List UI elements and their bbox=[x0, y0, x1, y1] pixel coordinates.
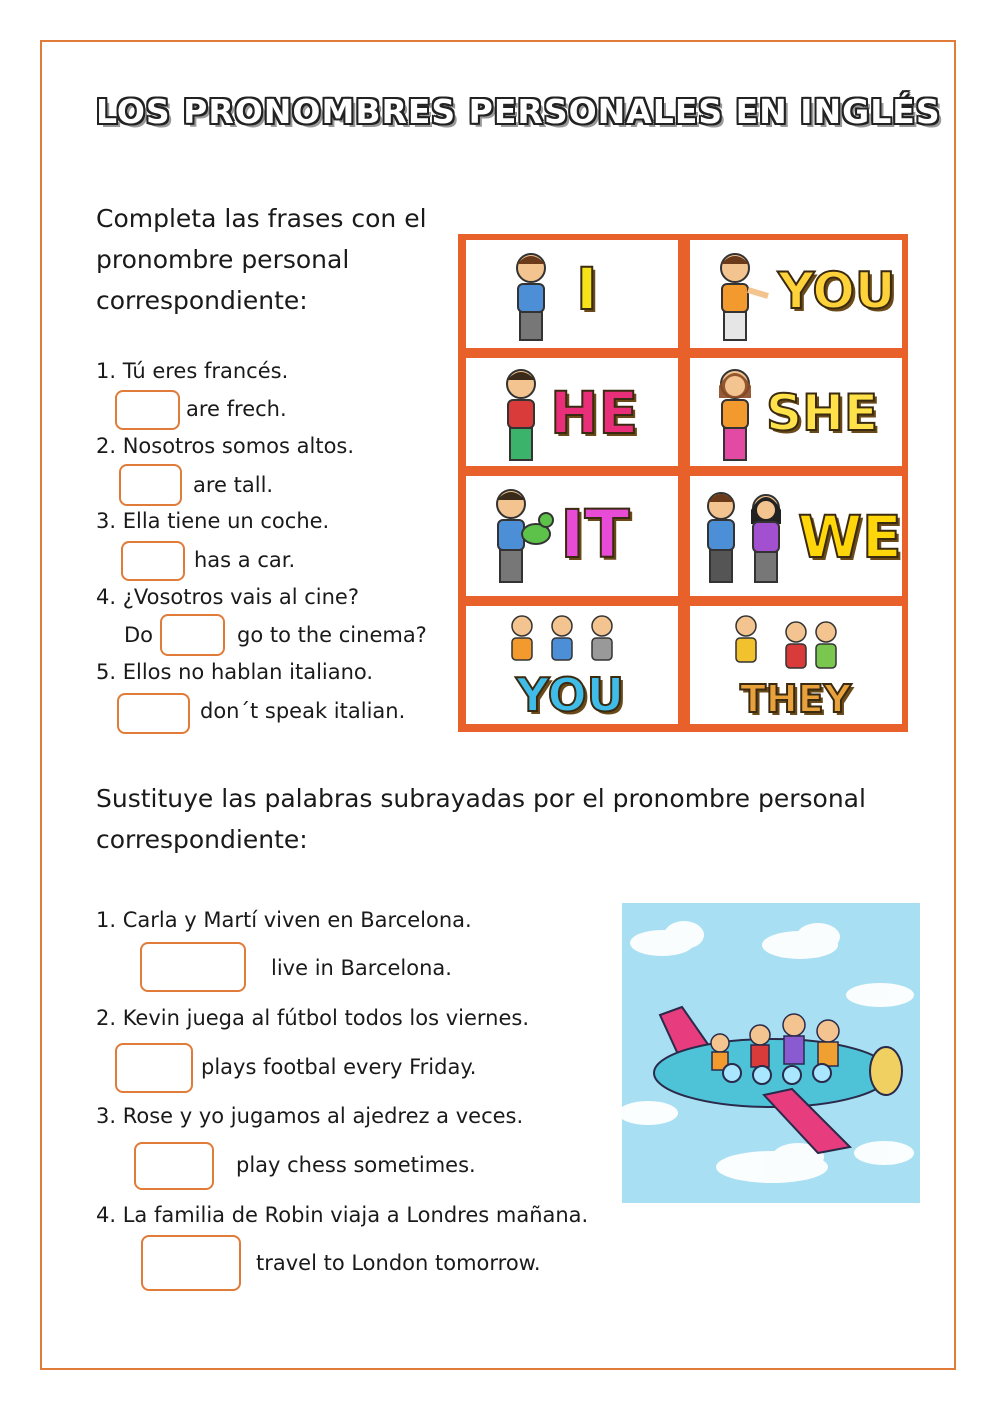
s2-item1-answer-box[interactable] bbox=[140, 942, 246, 992]
s1-item4-answer-box[interactable] bbox=[160, 614, 225, 656]
s1-item3-answer-box[interactable] bbox=[121, 541, 185, 581]
boy-with-dinosaur-icon bbox=[486, 486, 556, 588]
group-of-people-icon bbox=[730, 612, 860, 678]
s2-item2-spanish: 2. Kevin juega al fútbol todos los viernes. bbox=[96, 1006, 530, 1030]
s1-item5-spanish: 5. Ellos no hablan italiano. bbox=[96, 660, 374, 684]
boy-and-girl-icon bbox=[696, 488, 796, 588]
s1-item1-answer-box[interactable] bbox=[115, 390, 180, 430]
s1-item1-english: are frech. bbox=[186, 397, 287, 421]
section2-instruction: Sustituye las palabras subrayadas por el pronombre personal correspondiente: bbox=[96, 784, 866, 854]
s2-item1-english: live in Barcelona. bbox=[271, 956, 452, 980]
s2-item2-english: plays footbal every Friday. bbox=[201, 1055, 477, 1079]
boy-arms-crossed-icon bbox=[496, 366, 546, 462]
page-title: LOS PRONOMBRES PERSONALES EN INGLÉS bbox=[96, 92, 941, 131]
s1-item4-prefix: Do bbox=[124, 623, 154, 647]
s2-item3-spanish: 3. Rose y yo jugamos al ajedrez a veces. bbox=[96, 1104, 524, 1128]
pronoun-card-she bbox=[690, 358, 902, 466]
s1-item2-english: are tall. bbox=[193, 473, 274, 497]
pronoun-label-you-plural: YOU bbox=[516, 668, 625, 722]
s1-item2-answer-box[interactable] bbox=[119, 464, 182, 506]
pronoun-card-he bbox=[466, 358, 678, 466]
group-of-boys-icon bbox=[506, 612, 636, 674]
pronoun-card-i bbox=[466, 240, 678, 348]
pronoun-label-i: I bbox=[576, 255, 598, 323]
girl-figure-icon bbox=[710, 366, 760, 462]
pronoun-card-we bbox=[690, 476, 902, 596]
pronoun-card-you bbox=[690, 240, 902, 348]
s1-item5-answer-box[interactable] bbox=[117, 693, 190, 734]
s1-item3-spanish: 3. Ella tiene un coche. bbox=[96, 509, 330, 533]
boy-pointing-icon bbox=[710, 250, 770, 342]
section1-instruction: Completa las frases con el pronombre personal correspondiente: bbox=[96, 204, 427, 315]
pronoun-label-it: IT bbox=[560, 496, 630, 573]
pronoun-label-he: HE bbox=[550, 379, 639, 447]
s1-item3-english: has a car. bbox=[194, 548, 296, 572]
s2-item3-answer-box[interactable] bbox=[134, 1142, 214, 1190]
s2-item1-spanish: 1. Carla y Martí viven en Barcelona. bbox=[96, 908, 472, 932]
s1-item4-english: go to the cinema? bbox=[237, 623, 427, 647]
pronoun-label-you: YOU bbox=[778, 262, 896, 320]
pronoun-grid bbox=[458, 234, 908, 732]
s2-item2-answer-box[interactable] bbox=[115, 1043, 193, 1093]
s2-item3-english: play chess sometimes. bbox=[236, 1153, 476, 1177]
s2-item4-english: travel to London tomorrow. bbox=[256, 1251, 541, 1275]
s1-item5-english: don´t speak italian. bbox=[200, 699, 406, 723]
pronoun-label-she: SHE bbox=[766, 384, 879, 442]
boy-figure-icon bbox=[506, 250, 556, 342]
pronoun-card-you-plural bbox=[466, 606, 678, 724]
pronoun-card-it bbox=[466, 476, 678, 596]
pronoun-label-they: THEY bbox=[740, 677, 852, 721]
s1-item1-spanish: 1. Tú eres francés. bbox=[96, 359, 289, 383]
s2-item4-answer-box[interactable] bbox=[141, 1235, 241, 1291]
family-airplane-illustration bbox=[622, 903, 920, 1203]
pronoun-card-they bbox=[690, 606, 902, 724]
s1-item2-spanish: 2. Nosotros somos altos. bbox=[96, 434, 355, 458]
pronoun-label-we: WE bbox=[798, 503, 902, 571]
airplane-icon bbox=[622, 903, 920, 1203]
s2-item4-spanish: 4. La familia de Robin viaja a Londres mañana. bbox=[96, 1203, 589, 1227]
s1-item4-spanish: 4. ¿Vosotros vais al cine? bbox=[96, 585, 359, 609]
